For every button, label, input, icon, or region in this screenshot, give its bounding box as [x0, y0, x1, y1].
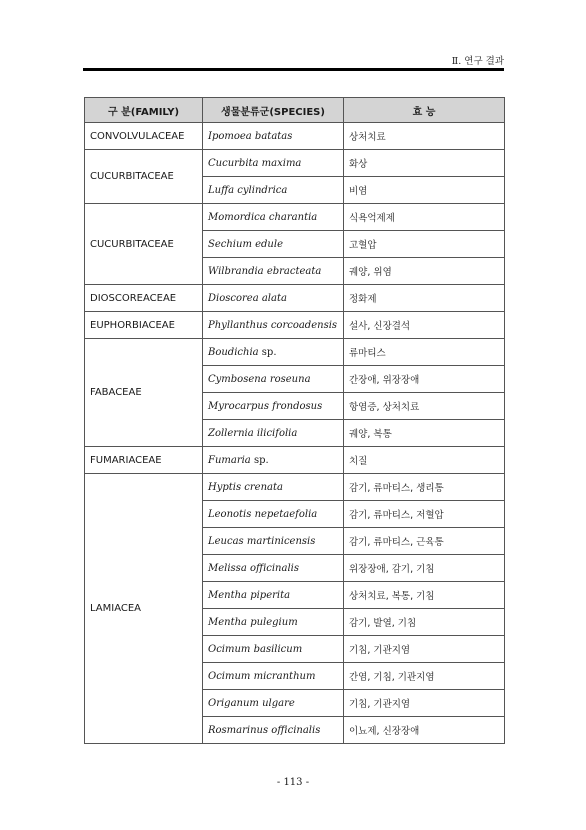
species-cell	[203, 717, 344, 744]
species-cell	[203, 231, 344, 258]
effect-cell: 상처치료	[344, 123, 505, 150]
species-name: Luffa cylindrica	[208, 184, 288, 196]
table-row	[85, 285, 505, 312]
species-name: Momordica charantia	[208, 211, 318, 223]
species-name: Boudichia	[208, 346, 259, 358]
family-cell: EUPHORBIACEAE	[85, 312, 203, 339]
effect-cell: 궤양, 위염	[344, 258, 505, 285]
species-cell	[203, 663, 344, 690]
species-name: Fumaria	[208, 454, 251, 466]
column-header-species: 생물분류군(SPECIES)	[203, 98, 344, 123]
species-cell	[203, 528, 344, 555]
species-name: Melissa officinalis	[208, 562, 299, 574]
page-number: - 113 -	[276, 777, 310, 788]
species-cell	[203, 474, 344, 501]
species-cell	[203, 447, 344, 474]
table-row	[85, 150, 505, 177]
effect-cell: 치질	[344, 447, 505, 474]
species-cell	[203, 582, 344, 609]
species-cell	[203, 285, 344, 312]
species-name: Wilbrandia ebracteata	[208, 265, 322, 277]
family-cell: CUCURBITACEAE	[85, 150, 203, 204]
species-suffix: sp.	[258, 346, 277, 358]
effect-cell: 류마티스	[344, 339, 505, 366]
species-name: Leucas martinicensis	[208, 535, 316, 547]
species-name: Origanum ulgare	[208, 697, 295, 709]
effect-cell: 기침, 기관지염	[344, 636, 505, 663]
family-cell: FABACEAE	[85, 339, 203, 447]
table-row	[85, 339, 505, 366]
table-row	[85, 123, 505, 150]
species-name: Ocimum basilicum	[208, 643, 303, 655]
species-name: Myrocarpus frondosus	[208, 400, 323, 412]
species-cell	[203, 204, 344, 231]
effect-cell: 궤양, 복통	[344, 420, 505, 447]
effect-cell: 간장애, 위장장애	[344, 366, 505, 393]
species-name: Dioscorea alata	[208, 292, 287, 304]
species-cell	[203, 501, 344, 528]
header-rule	[83, 68, 504, 71]
effect-cell: 이뇨제, 신장장애	[344, 717, 505, 744]
family-cell: CUCURBITACEAE	[85, 204, 203, 285]
table-row	[85, 312, 505, 339]
running-head: Ⅱ. 연구 결과	[451, 56, 504, 67]
effect-cell: 기침, 기관지염	[344, 690, 505, 717]
species-cell	[203, 555, 344, 582]
species-cell	[203, 420, 344, 447]
column-header-effect: 효 능	[344, 98, 505, 123]
species-suffix: sp.	[250, 454, 269, 466]
species-name: Leonotis nepetaefolia	[208, 508, 318, 520]
family-cell: FUMARIACEAE	[85, 447, 203, 474]
species-name: Mentha pulegium	[208, 616, 298, 628]
column-header-family: 구 분(FAMILY)	[85, 98, 203, 123]
effect-cell: 설사, 신장결석	[344, 312, 505, 339]
species-cell	[203, 312, 344, 339]
species-name: Sechium edule	[208, 238, 283, 250]
species-name: Rosmarinus officinalis	[208, 724, 321, 736]
species-name: Cymbosena roseuna	[208, 373, 311, 385]
species-cell	[203, 393, 344, 420]
effect-cell: 항염증, 상처치료	[344, 393, 505, 420]
species-effects-table	[84, 97, 505, 744]
table-row	[85, 447, 505, 474]
species-cell	[203, 123, 344, 150]
species-cell	[203, 609, 344, 636]
effect-cell: 위장장애, 감기, 기침	[344, 555, 505, 582]
species-cell	[203, 339, 344, 366]
species-cell	[203, 150, 344, 177]
table-header-row	[85, 98, 505, 123]
species-cell	[203, 366, 344, 393]
table-row	[85, 474, 505, 501]
species-name: Mentha piperita	[208, 589, 291, 601]
effect-cell: 정화제	[344, 285, 505, 312]
species-name: Hyptis crenata	[208, 481, 283, 493]
species-cell	[203, 636, 344, 663]
family-cell: LAMIACEA	[85, 474, 203, 744]
effect-cell: 비염	[344, 177, 505, 204]
effect-cell: 감기, 발열, 기침	[344, 609, 505, 636]
family-cell: DIOSCOREACEAE	[85, 285, 203, 312]
species-cell	[203, 690, 344, 717]
species-name: Zollernia ilicifolia	[208, 427, 298, 439]
effect-cell: 간염, 기침, 기관지염	[344, 663, 505, 690]
effect-cell: 감기, 류마티스, 근육통	[344, 528, 505, 555]
effect-cell: 감기, 류마티스, 저혈압	[344, 501, 505, 528]
species-name: Cucurbita maxima	[208, 157, 302, 169]
family-cell: CONVOLVULACEAE	[85, 123, 203, 150]
species-name: Ocimum micranthum	[208, 670, 316, 682]
effect-cell: 식욕억제제	[344, 204, 505, 231]
effect-cell: 감기, 류마티스, 생리통	[344, 474, 505, 501]
species-name: Phyllanthus corcoadensis	[208, 319, 338, 331]
effect-cell: 상처치료, 복통, 기침	[344, 582, 505, 609]
effect-cell: 고혈압	[344, 231, 505, 258]
species-cell	[203, 258, 344, 285]
species-cell	[203, 177, 344, 204]
species-name: Ipomoea batatas	[208, 130, 293, 142]
effect-cell: 화상	[344, 150, 505, 177]
table-row	[85, 204, 505, 231]
